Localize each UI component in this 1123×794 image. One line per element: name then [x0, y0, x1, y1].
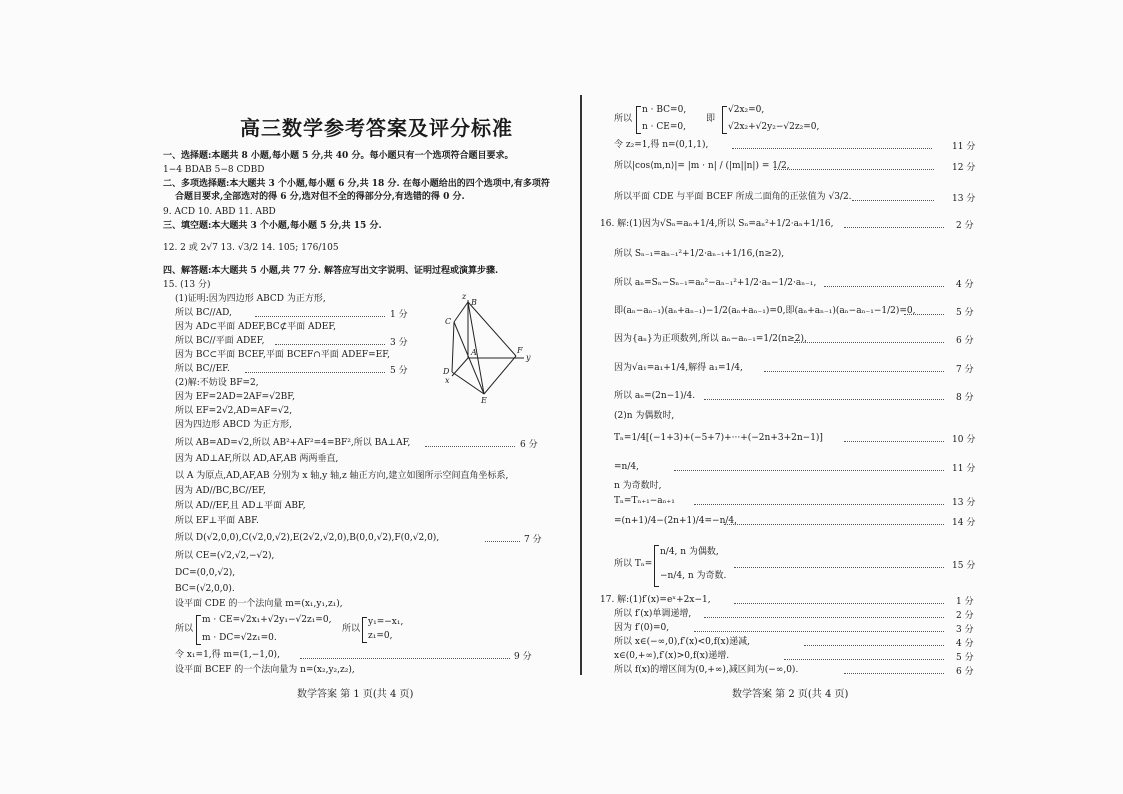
leader-dots — [694, 503, 944, 505]
score: 3 分 — [390, 338, 408, 348]
solution-line: (2)解:不妨设 BF=2, — [175, 378, 259, 388]
score: 5 分 — [390, 366, 408, 376]
solution-line: 因为{aₙ}为正项数列,所以 aₙ−aₙ₋₁=1/2(n≥2), — [614, 334, 807, 344]
score: 1 分 — [390, 310, 408, 320]
score: 14 分 — [952, 518, 976, 528]
equation: √2x₂=0, — [728, 105, 765, 115]
solution-line: n 为奇数时, — [614, 481, 662, 491]
figure-label: A — [471, 348, 477, 357]
solution-line: 所以 BC//EF. — [175, 364, 230, 374]
score: 9 分 — [514, 652, 532, 662]
leader-dots — [824, 285, 944, 287]
system-brace — [722, 106, 727, 134]
section-1-heading: 一、选择题:本题共 8 小题,每小题 5 分,共 40 分。每小题只有一个选项符合题目要求。 — [163, 151, 514, 161]
equation: y₁=−x₁, — [368, 617, 404, 627]
leader-dots — [734, 566, 944, 568]
system-brace — [196, 615, 201, 645]
figure-label: F — [517, 346, 523, 355]
solution-line: 所以 aₙ=(2n−1)/4. — [614, 391, 696, 401]
solution-line: 所以 AB=AD=√2,所以 AB²+AF²=4=BF²,所以 BA⊥AF, — [175, 438, 411, 448]
figure-label: y — [526, 353, 531, 362]
score: 8 分 — [956, 393, 974, 403]
equation: m · CE=√2x₁+√2y₁−√2z₁=0, — [202, 615, 332, 625]
section-2-heading: 二、多项选择题:本大题共 3 个小题,每小题 6 分,共 18 分. 在每小题给出的四个选项中,有多项符 — [163, 179, 550, 189]
equation: m · DC=√2z₁=0. — [202, 633, 277, 643]
leader-dots — [784, 658, 944, 660]
answers-3: 12. 2 或 2√7 13. √3/2 14. 105; 176/105 — [163, 243, 339, 253]
figure-label: x — [445, 376, 450, 385]
solution-line: 所以平面 CDE 与平面 BCEF 所成二面角的正弦值为 √3/2. — [614, 192, 852, 202]
score: 10 分 — [952, 435, 976, 445]
question-15: 15. (13 分) — [163, 280, 211, 290]
solution-line: (2)n 为偶数时, — [614, 411, 675, 421]
solution-line: 即(aₙ−aₙ₋₁)(aₙ+aₙ₋₁)−1/2(aₙ+aₙ₋₁)=0,即(aₙ+aₙ₋₁)(aₙ−aₙ₋₁−1/2)=0, — [614, 306, 916, 316]
solution-line: 设平面 CDE 的一个法向量 m=(x₁,y₁,z₁), — [175, 599, 343, 609]
piecewise-case: n/4, n 为偶数, — [660, 547, 719, 557]
solution-line: 所以 EF⊥平面 ABF. — [175, 516, 259, 526]
solution-line: 所以 AD//EF,且 AD⊥平面 ABF, — [175, 501, 306, 511]
solution-line: 因为 EF=2AD=2AF=√2BF, — [175, 392, 295, 402]
solution-line: DC=(0,0,√2), — [175, 568, 236, 578]
leader-dots — [300, 657, 510, 659]
solution-line: 令 z₂=1,得 n=(0,1,1), — [614, 140, 709, 150]
system-brace — [654, 545, 659, 587]
leader-dots — [724, 523, 944, 525]
solution-line: 所以 — [614, 114, 633, 124]
equation: n · BC=0, — [642, 105, 687, 115]
solution-line: 设平面 BCEF 的一个法向量为 n=(x₂,y₂,z₂), — [175, 665, 355, 675]
page-footer: 数学答案 第 2 页(共 4 页) — [732, 689, 849, 700]
solution-line: 所以 — [342, 624, 361, 634]
leader-dots — [844, 440, 944, 442]
solution-line: 所以 x∈(−∞,0),f′(x)<0,f(x)递减, — [614, 637, 750, 647]
score: 12 分 — [952, 163, 976, 173]
section-3-heading: 三、填空题:本大题共 3 个小题,每小题 5 分,共 15 分. — [163, 221, 382, 231]
solution-line: 所以 f(x)的增区间为(0,+∞),减区间为(−∞,0). — [614, 665, 799, 675]
solution-line: 所以|cos⟨m,n⟩|= |m · n| / (|m||n|) = 1/2, — [614, 161, 790, 171]
solution-line: x∈(0,+∞),f′(x)>0,f(x)递增. — [614, 651, 730, 661]
score: 5 分 — [956, 308, 974, 318]
figure-label: E — [481, 396, 487, 405]
figure-label: B — [471, 298, 477, 307]
answer-page-2 — [582, 0, 1123, 794]
score: 11 分 — [952, 464, 976, 474]
system-brace — [636, 106, 641, 134]
answers-1: 1−4 BDAB 5−8 CDBD — [163, 165, 265, 175]
solution-line: 所以 f′(x)单调递增, — [614, 609, 692, 619]
leader-dots — [255, 315, 385, 317]
piecewise-case: −n/4, n 为奇数. — [660, 571, 727, 581]
solution-line: Tₙ=Tₙ₊₁−aₙ₊₁ — [614, 496, 675, 506]
equation: √2x₂+√2y₂−√2z₂=0, — [728, 122, 820, 132]
leader-dots — [732, 147, 932, 149]
score: 6 分 — [520, 440, 538, 450]
score: 13 分 — [952, 194, 976, 204]
solution-line: Tₙ=1/4[(−1+3)+(−5+7)+···+(−2n+3+2n−1)] — [614, 433, 823, 443]
score: 4 分 — [956, 639, 974, 649]
solution-line: BC=(√2,0,0). — [175, 584, 235, 594]
leader-dots — [694, 630, 944, 632]
solution-line: 因为 AD⊂平面 ADEF,BC⊄平面 ADEF, — [175, 322, 337, 332]
solution-line: 以 A 为原点,AD,AF,AB 分别为 x 轴,y 轴,z 轴正方向,建立如图所示空间直角坐标系, — [175, 471, 509, 481]
figure-label: C — [445, 317, 452, 326]
leader-dots — [764, 370, 944, 372]
solution-line: 因为 AD⊥AF,所以 AD,AF,AB 两两垂直, — [175, 454, 339, 464]
pyramid-figure — [436, 290, 536, 405]
score: 11 分 — [952, 142, 976, 152]
solution-line: 所以 Tₙ= — [614, 559, 653, 569]
solution-line: 16. 解:(1)因为√Sₙ=aₙ+1/4,所以 Sₙ=aₙ²+1/2·aₙ+1/16, — [600, 219, 834, 229]
solution-line: 因为√a₁=a₁+1/4,解得 a₁=1/4, — [614, 363, 743, 373]
score: 4 分 — [956, 280, 974, 290]
solution-line: 因为 AD//BC,BC//EF, — [175, 486, 266, 496]
answers-2: 9. ACD 10. ABD 11. ABD — [163, 207, 276, 217]
leader-dots — [245, 371, 385, 373]
solution-line: 所以 D(√2,0,0),C(√2,0,√2),E(2√2,√2,0),B(0,0,√2),F(0,√2,0), — [175, 533, 440, 543]
leader-dots — [904, 313, 944, 315]
score: 1 分 — [956, 597, 974, 607]
score: 2 分 — [956, 611, 974, 621]
score: 15 分 — [952, 561, 976, 571]
score: 2 分 — [956, 221, 974, 231]
score: 6 分 — [956, 336, 974, 346]
solution-line: 所以 BC//平面 ADEF, — [175, 336, 265, 346]
equation: n · CE=0, — [642, 122, 686, 132]
solution-line: 因为 BC⊂平面 BCEF,平面 BCEF∩平面 ADEF=EF, — [175, 350, 390, 360]
leader-dots — [774, 168, 934, 170]
solution-line: 因为 f′(0)=0, — [614, 623, 670, 633]
solution-line: (1)证明:因为四边形 ABCD 为正方形, — [175, 294, 326, 304]
score: 7 分 — [956, 365, 974, 375]
equation: z₁=0, — [368, 631, 393, 641]
system-brace — [362, 617, 367, 643]
leader-dots — [275, 343, 385, 345]
leader-dots — [734, 602, 944, 604]
page-footer: 数学答案 第 1 页(共 4 页) — [297, 689, 414, 700]
solution-line: 所以 EF=2√2,AD=AF=√2, — [175, 406, 293, 416]
score: 3 分 — [956, 625, 974, 635]
solution-line: =n/4, — [614, 462, 639, 472]
solution-line: 所以 CE=(√2,√2,−√2), — [175, 551, 275, 561]
solution-line: 即 — [706, 114, 716, 124]
solution-line: 所以 — [175, 624, 194, 634]
score: 13 分 — [952, 498, 976, 508]
leader-dots — [485, 540, 520, 542]
solution-line: 令 x₁=1,得 m=(1,−1,0), — [175, 650, 280, 660]
solution-line: 所以 Sₙ₋₁=aₙ₋₁²+1/2·aₙ₋₁+1/16,(n≥2), — [614, 249, 785, 259]
leader-dots — [844, 226, 944, 228]
section-2-heading-cont: 合题目要求,全部选对的得 6 分,选对但不全的得部分分,有选错的得 0 分. — [175, 192, 465, 202]
section-4-heading: 四、解答题:本大题共 5 小题,共 77 分. 解答应写出文字说明、证明过程或演算步骤. — [163, 266, 499, 276]
score: 5 分 — [956, 653, 974, 663]
solution-line: 17. 解:(1)f′(x)=eˣ+2x−1, — [600, 595, 711, 605]
score: 7 分 — [524, 535, 542, 545]
leader-dots — [794, 341, 944, 343]
leader-dots — [425, 445, 515, 447]
figure-label: D — [443, 367, 450, 376]
solution-line: 所以 BC//AD, — [175, 308, 232, 318]
leader-dots — [844, 672, 944, 674]
leader-dots — [674, 469, 944, 471]
leader-dots — [704, 398, 944, 400]
solution-line: 所以 aₙ=Sₙ−Sₙ₋₁=aₙ²−aₙ₋₁²+1/2·aₙ−1/2·aₙ₋₁, — [614, 278, 817, 288]
leader-dots — [804, 644, 944, 646]
page-title: 高三数学参考答案及评分标准 — [240, 116, 513, 140]
figure-label: z — [462, 292, 467, 301]
solution-line: 因为四边形 ABCD 为正方形, — [175, 420, 292, 430]
solution-line: =(n+1)/4−(2n+1)/4=−n/4, — [614, 516, 737, 526]
leader-dots — [704, 616, 944, 618]
leader-dots — [852, 199, 934, 201]
score: 6 分 — [956, 667, 974, 677]
